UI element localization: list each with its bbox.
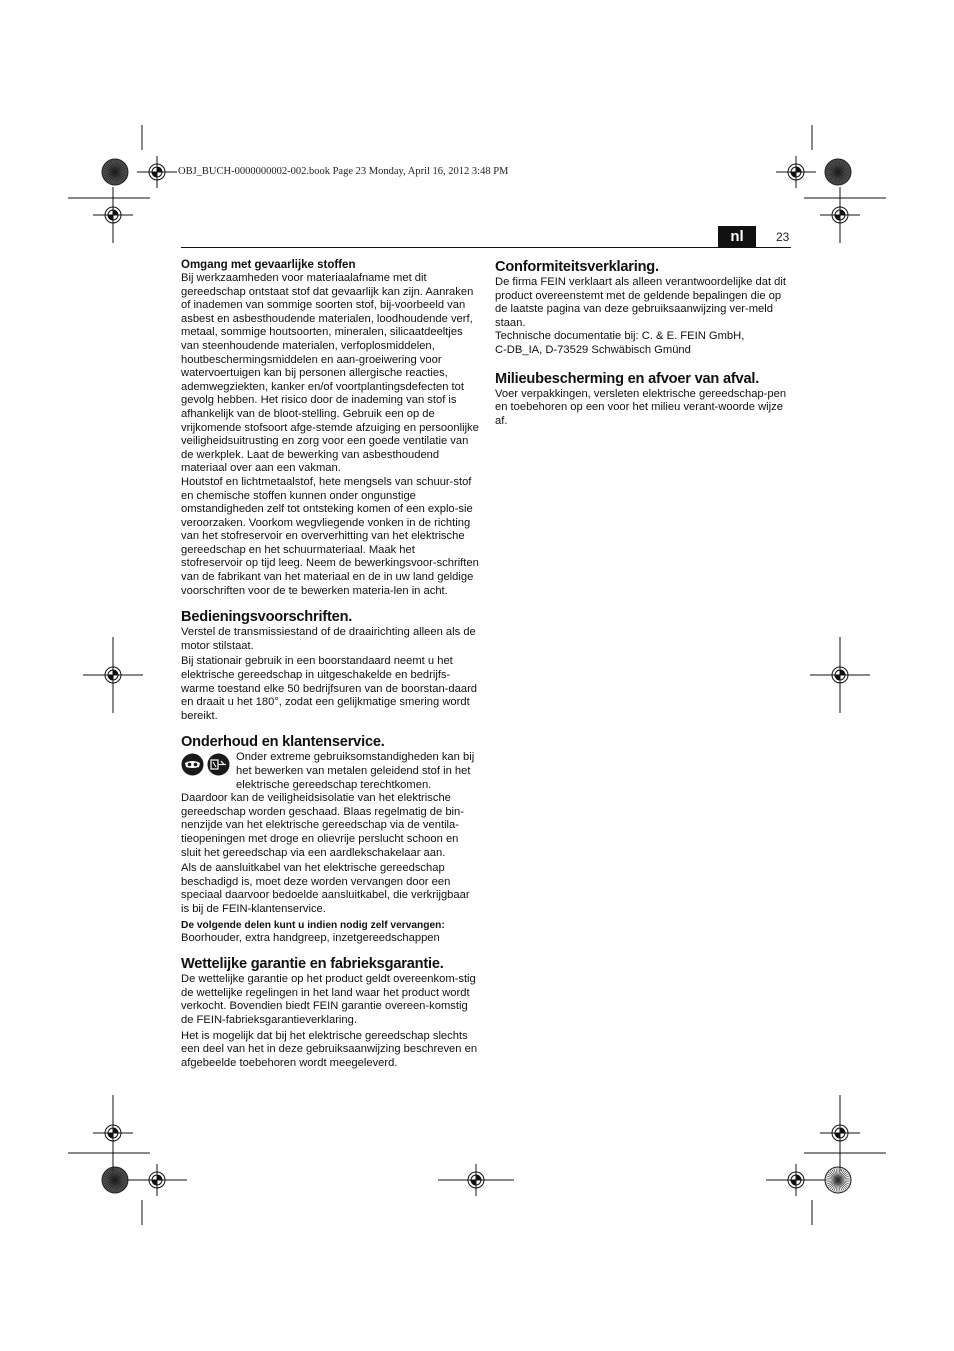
language-badge: nl: [718, 226, 756, 247]
safety-notice: [181, 751, 479, 792]
registration-mark-icon: [776, 156, 816, 188]
page-number: 23: [776, 230, 790, 244]
color-target-icon: [825, 1167, 851, 1193]
conformity-paragraph-1: De firma FEIN verklaart als alleen verantwoordelijke dat dit product overeenstemt met de geldende bepalingen die op de laatste pagina van deze gebruiksaanwijzing ver-meld staan.: [495, 276, 786, 329]
color-target-icon: [102, 1167, 128, 1193]
safety-notice-text: Onder extreme gebruiksomstandigheden kan bij het bewerken van metalen geleidend stof in het elektrische gereedschap terechtkomen.: [236, 751, 475, 791]
service-parts-list: Boorhouder, extra handgreep, inzetgereedschappen: [181, 931, 440, 944]
hazard-heading: Omgang met gevaarlijke stoffen: [181, 259, 356, 271]
registration-mark-icon: [820, 187, 860, 243]
warranty-heading: Wettelijke garantie en fabrieksgarantie.: [181, 956, 444, 973]
registration-mark-icon: [93, 187, 133, 243]
left-column: [181, 258, 479, 1070]
environment-heading: Milieubescherming en afvoer van afval.: [495, 370, 760, 387]
color-target-icon: [825, 159, 851, 185]
eye-protection-icon: [181, 753, 204, 781]
conformity-paragraph-2b: C-DB_IA, D-73529 Schwäbisch Gmünd: [495, 343, 691, 356]
registration-mark-icon: [93, 1095, 133, 1171]
environment-paragraph-1: Voer verpakkingen, versleten elektrische gereedschap-pen en toebehoren op een voor het milieu verant-woorde wijze af.: [495, 387, 787, 427]
conformity-paragraph-2a: Technische documentatie bij: C. & E. FEIN GmbH,: [495, 330, 745, 343]
service-parts-heading: De volgende delen kunt u indien nodig zelf vervangen:: [181, 919, 445, 931]
header-rule: [181, 247, 791, 248]
print-info-line: OBJ_BUCH-0000000002-002.book Page 23 Monday, April 16, 2012 3:48 PM: [178, 166, 509, 177]
operating-paragraph-2: Bij stationair gebruik in een boorstandaard neemt u het elektrische gereedschap in uitgeschakelde en bedrijfs-warme toestand elke 50 bedrijfsuren van de boorstan-daard en draait u het 180°, zodat een gelijkmatige smering wordt bereikt.: [181, 655, 478, 722]
fault-current-breaker-icon: [207, 753, 230, 781]
registration-mark-icon: [137, 156, 177, 188]
registration-mark-icon: [438, 1164, 514, 1196]
hazard-paragraph-1: Bij werkzaamheden voor materiaalafname met dit gereedschap ontstaat stof dat gevaarlijk kan zijn. Aanraken of inademen van sommige soorten stof, bij-voorbeeld van asbest en asbesthoudende materialen, loodhoudende verf, metaal, sommige houtsoorten, mineralen, silicaatdeeltjes van steenhoudende materialen, verfoplosmiddelen, houtbeschermingsmiddelen en aan-groeiwering voor watervoertuigen kan bij personen allergische reacties, ademwegziekten, kanker en/of voortplantingsdefecten tot gevolg hebben. Het risico door de inademing van stof is afhankelijk van de bloot-stelling. Gebruik een op de vrijkomende stofsoort afge-stemde afzuiging en persoonlijke veiligheidsuitrusting en zorg voor een goede ventilatie van de werkplek. Laat de bewerking van asbesthoudend materiaal over aan een vakman.: [181, 272, 479, 475]
registration-mark-icon: [766, 1164, 826, 1196]
registration-mark-icon: [127, 1164, 187, 1196]
service-heading: Onderhoud en klantenservice.: [181, 734, 385, 751]
warranty-paragraph-1: De wettelijke garantie op het product geldt overeenkom-stig de wettelijke regelingen in het land waar het product wordt verkocht. Bovendien biedt FEIN garantie overeen-komstig de FEIN-fabrieksgarantieverklaring.: [181, 973, 476, 1026]
registration-mark-icon: [810, 637, 870, 713]
color-target-icon: [102, 159, 128, 185]
registration-mark-icon: [83, 637, 143, 713]
service-paragraph-2: Als de aansluitkabel van het elektrische gereedschap beschadigd is, moet deze worden vervangen door een speciaal daarvoor bedoelde aansluitkabel, die verkrijgbaar is bij de FEIN-klantenservice.: [181, 862, 470, 915]
conformity-heading: Conformiteitsverklaring.: [495, 259, 659, 275]
safety-icons: [181, 753, 230, 781]
service-paragraph-1: Daardoor kan de veiligheidsisolatie van het elektrische gereedschap worden geschaad. Blaas regelmatig de bin-nenzijde van het elektrische gereedschap via de ventila-tieopeningen met droge en olievrije perslucht schoon en sluit het gereedschap via een aardlekschakelaar aan.: [181, 792, 464, 859]
right-column: [495, 258, 793, 428]
operating-paragraph-1: Verstel de transmissiestand of de draairichting alleen als de motor stilstaat.: [181, 626, 476, 652]
warranty-paragraph-2: Het is mogelijk dat bij het elektrische gereedschap slechts een deel van het in deze gebruiksaanwijzing beschreven en afgebeelde toebehoren wordt meegeleverd.: [181, 1029, 478, 1069]
registration-mark-icon: [820, 1095, 860, 1171]
operating-heading: Bedieningsvoorschriften.: [181, 609, 353, 626]
hazard-paragraph-2: Houtstof en lichtmetaalstof, hete mengsels van schuur-stof en chemische stoffen kunnen onder ongunstige omstandigheden zelf tot ontsteking komen of een explo-sie veroorzaken. Voorkom wegvliegende vonken in de richting van het stofreservoir en oververhitting van het elektrische gereedschap en het schuurmateriaal. Maak het stofreservoir op tijd leeg. Neem de bewerkingsvoor-schriften van de fabrikant van het materiaal en de in uw land geldige voorschriften voor de te bewerken materia-len in acht.: [181, 475, 479, 597]
